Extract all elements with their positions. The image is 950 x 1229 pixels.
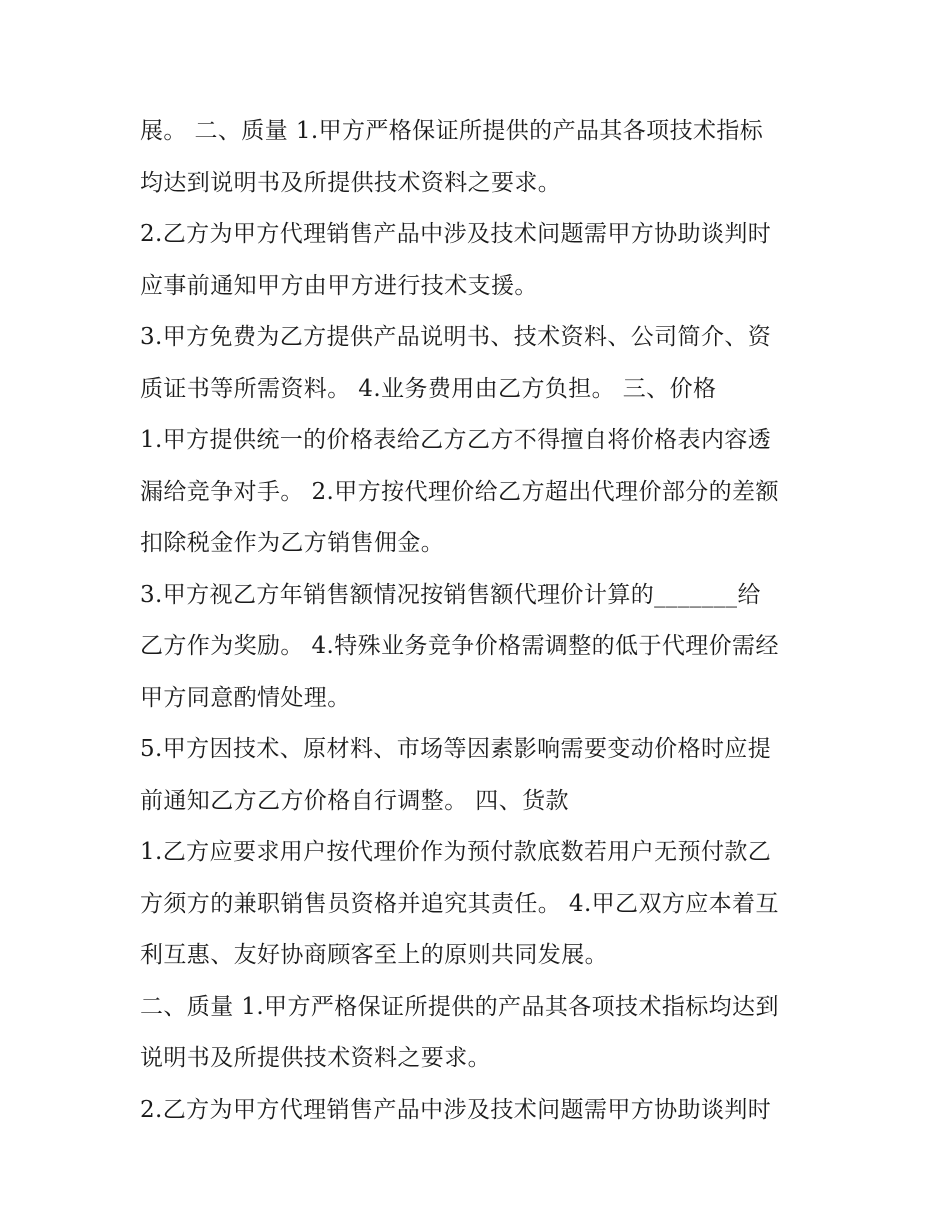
text-line: 漏给竞争对手。 2.甲方按代理价给乙方超出代理价部分的差额 — [140, 478, 779, 505]
text-line: 前通知乙方乙方价格自行调整。 四、货款 — [140, 787, 569, 814]
text-line: 5.甲方因技术、原材料、市场等因素影响需要变动价格时应提 — [140, 736, 772, 762]
text-line: 甲方同意酌情处理。 — [140, 684, 351, 711]
text-line: 1.甲方提供统一的价格表给乙方乙方不得擅自将价格表内容透 — [140, 427, 772, 453]
text-line: 乙方作为奖励。 4.特殊业务竞争价格需调整的低于代理价需经 — [140, 633, 779, 659]
text-line: 1.乙方应要求用户按代理价作为预付款底数若用户无预付款乙 — [140, 839, 772, 865]
text-line: 扣除税金作为乙方销售佣金。 — [140, 530, 445, 556]
document-body — [140, 106, 820, 1136]
text-line: 利互惠、友好协商顾客至上的原则共同发展。 — [140, 942, 608, 968]
text-line: 应事前通知甲方由甲方进行技术支援。 — [140, 272, 538, 299]
text-line: 二、质量 1.甲方严格保证所提供的产品其各项技术指标均达到 — [140, 993, 779, 1020]
text-line: 展。 二、质量 1.甲方严格保证所提供的产品其各项技术指标 — [140, 118, 764, 144]
text-line: 说明书及所提供技术资料之要求。 — [140, 1045, 491, 1071]
text-line: 2.乙方为甲方代理销售产品中涉及技术问题需甲方协助谈判时 — [140, 1096, 772, 1123]
text-line: 质证书等所需资料。 4.业务费用由乙方负担。 三、价格 — [140, 375, 717, 402]
text-line: 均达到说明书及所提供技术资料之要求。 — [140, 169, 562, 196]
text-line: 方须方的兼职销售员资格并追究其责任。 4.甲乙双方应本着互 — [140, 890, 779, 917]
text-line: 3.甲方免费为乙方提供产品说明书、技术资料、公司简介、资 — [140, 324, 772, 350]
text-line: 3.甲方视乙方年销售额情况按销售额代理价计算的_______给 — [140, 581, 761, 608]
text-line: 2.乙方为甲方代理销售产品中涉及技术问题需甲方协助谈判时 — [140, 221, 772, 247]
